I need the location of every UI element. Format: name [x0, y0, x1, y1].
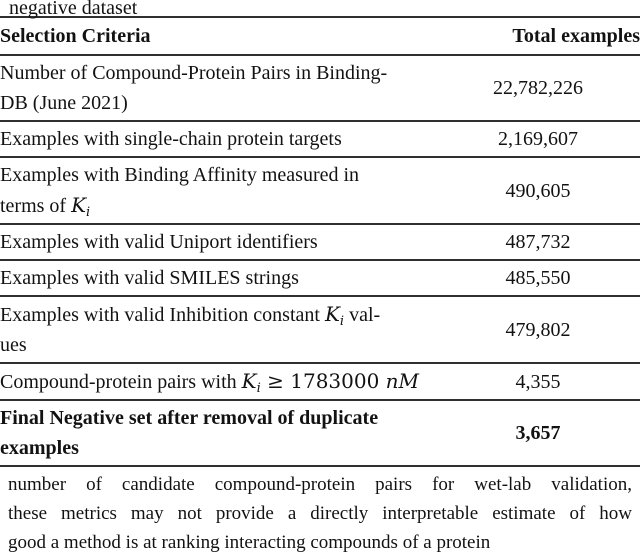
paragraph-line: number of candidate compound-protein pairs for wet-lab validation,	[8, 474, 632, 495]
header-total-examples: Total examples	[440, 17, 640, 55]
table-header-row	[0, 17, 640, 55]
header-selection-criteria: Selection Criteria	[0, 17, 440, 55]
total-examples-value: 490,605	[440, 157, 640, 224]
criteria-cell	[0, 296, 440, 363]
criteria-line: Examples with valid SMILES strings	[0, 267, 299, 289]
ki-symbol: K	[71, 193, 87, 217]
criteria-cell	[0, 121, 440, 157]
geq-threshold-expression: ≥ 1783000	[260, 369, 386, 393]
table-caption-fragment: negative dataset	[9, 0, 138, 19]
table-row-smiles-strings	[0, 260, 640, 296]
table-row-bindingdb-pairs	[0, 55, 640, 121]
total-examples-value: 4,355	[440, 363, 640, 400]
nanomolar-unit: nM	[385, 369, 420, 393]
ki-symbol: K	[241, 369, 257, 393]
criteria-cell	[0, 55, 440, 121]
criteria-line: DB (June 2021)	[0, 92, 128, 114]
criteria-cell	[0, 400, 440, 466]
criteria-text: Examples with valid Inhibition constant	[0, 304, 325, 326]
paragraph-line: these metrics may not provide a directly interpretable estimate of how	[8, 503, 632, 524]
paragraph-line-clipped: good a method is at ranking interacting compounds of a protein	[8, 532, 491, 553]
criteria-line	[0, 299, 440, 330]
total-examples-value: 3,657	[440, 400, 640, 466]
table-row-binding-affinity-ki	[0, 157, 640, 224]
criteria-line: Number of Compound-Protein Pairs in Binding-	[0, 62, 388, 84]
total-examples-value: 485,550	[440, 260, 640, 296]
criteria-text: Compound-protein pairs with	[0, 371, 242, 393]
table-row-single-chain	[0, 121, 640, 157]
table-row-uniport-identifiers	[0, 224, 640, 260]
ki-subscript: i	[339, 314, 345, 329]
ki-subscript: i	[86, 205, 91, 220]
total-examples-value: 487,732	[440, 224, 640, 260]
table-row-final-negative-set	[0, 400, 640, 466]
criteria-line	[0, 190, 440, 221]
selection-criteria-table	[0, 16, 640, 467]
criteria-line: Final Negative set after removal of duplicate	[0, 407, 379, 429]
criteria-line: ues	[0, 334, 27, 356]
criteria-line	[0, 366, 440, 397]
table-row-ki-threshold	[0, 363, 640, 400]
criteria-text: val-	[344, 304, 381, 326]
total-examples-value: 479,802	[440, 296, 640, 363]
criteria-line: Examples with single-chain protein targets	[0, 128, 342, 150]
criteria-line: Examples with Binding Affinity measured in	[0, 164, 360, 186]
body-paragraph	[0, 470, 640, 557]
total-examples-value: 22,782,226	[440, 55, 640, 121]
criteria-cell	[0, 260, 440, 296]
criteria-text: terms of	[0, 195, 72, 217]
ki-symbol: K	[324, 302, 340, 326]
criteria-line: examples	[0, 437, 79, 459]
criteria-cell	[0, 363, 440, 400]
criteria-cell	[0, 157, 440, 224]
criteria-line: Examples with valid Uniport identifiers	[0, 231, 318, 253]
ki-subscript: i	[256, 381, 261, 396]
table-row-inhibition-constant	[0, 296, 640, 363]
total-examples-value: 2,169,607	[440, 121, 640, 157]
criteria-cell	[0, 224, 440, 260]
